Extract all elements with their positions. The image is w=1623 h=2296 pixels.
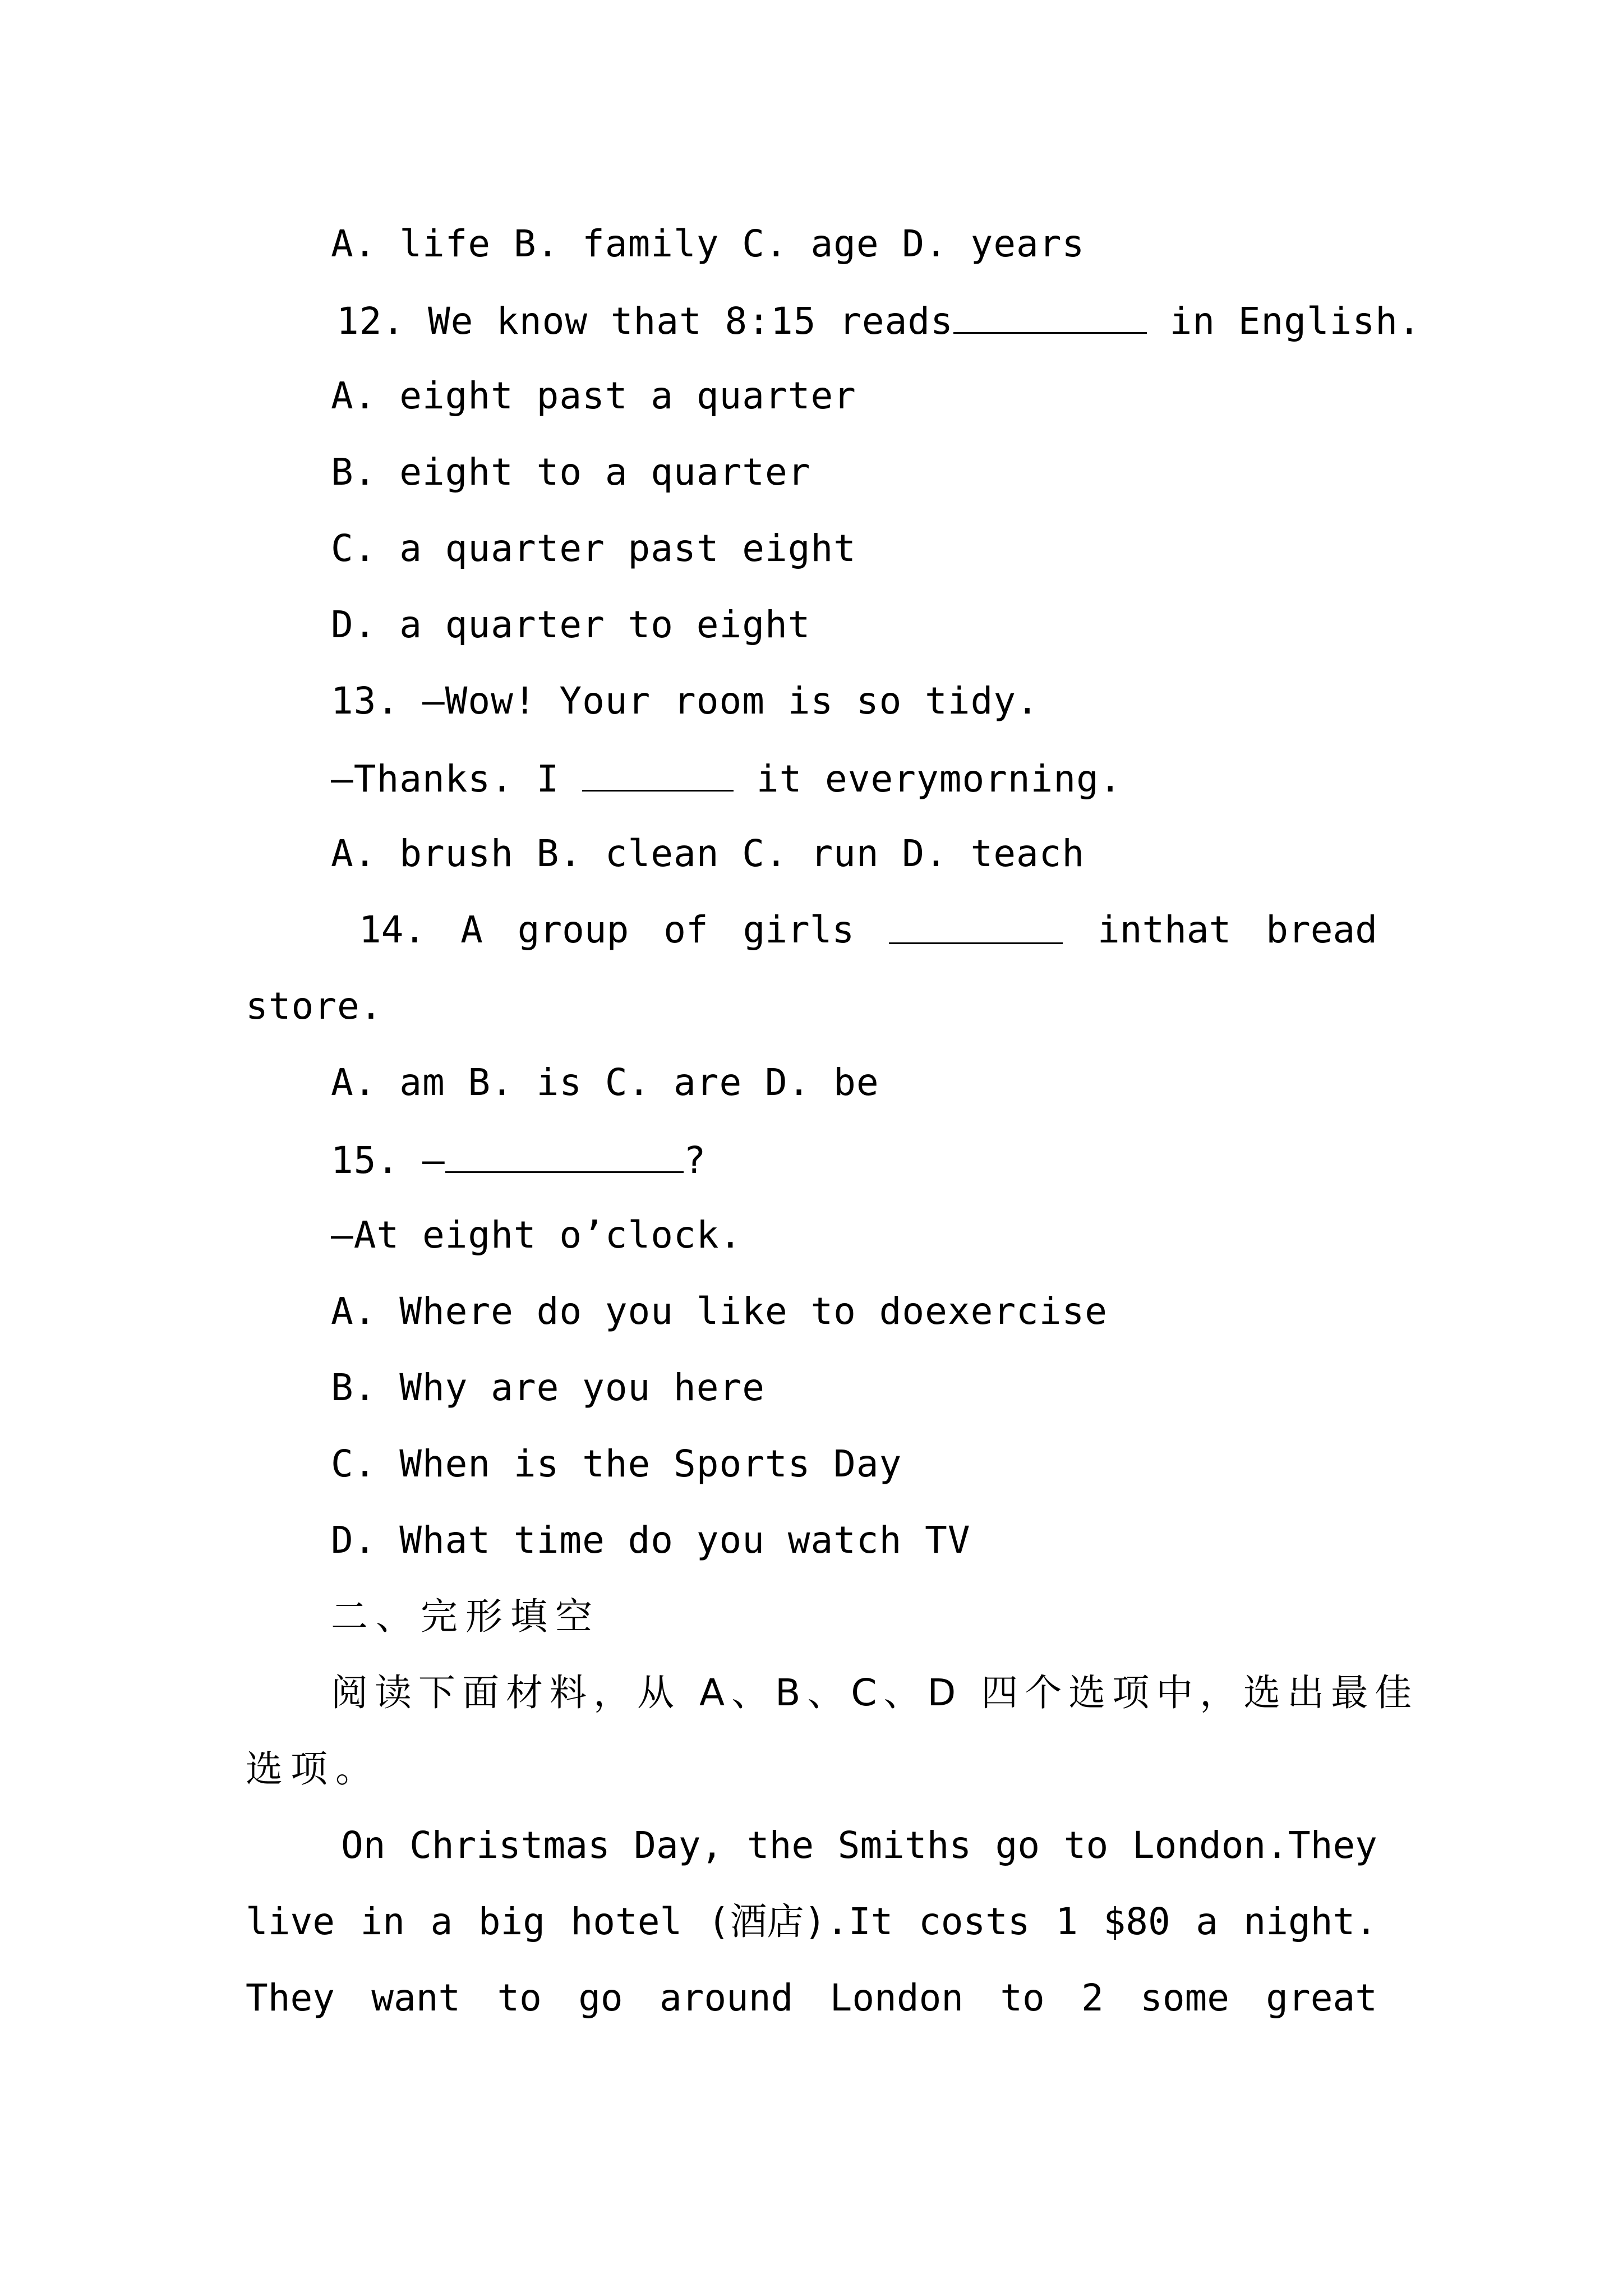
q12-option-c: C. a quarter past eight [331,527,856,570]
q15-option-b: B. Why are you here [331,1366,765,1409]
q14-word: of [663,908,708,951]
passage-word: Smiths [837,1824,972,1867]
passage-word: They [246,1976,335,2019]
q14-word: girls [743,908,855,951]
q14-answer-blank[interactable] [889,908,1063,944]
passage-word: the [746,1824,814,1867]
passage-word: a [1196,1900,1218,1943]
q14-stem [359,908,1377,953]
q15-option-c: C. When is the Sports Day [331,1442,902,1485]
passage-word: Day, [634,1824,723,1867]
passage-word: around [659,1976,794,2019]
q15-stem-after: ? [683,1139,707,1182]
q13-line1: 13. —Wow! Your room is so tidy. [331,679,1039,723]
q15-answer-blank[interactable] [445,1137,684,1173]
passage-word: some [1140,1976,1230,2019]
passage-word: to [1063,1824,1109,1867]
passage-word: to [497,1976,542,2019]
q15-answer: —At eight o’clock. [331,1213,743,1257]
passage-line3 [246,1976,1377,2021]
q14-word: 14. [359,908,426,951]
q12-option-a: A. eight past a quarter [331,374,856,417]
passage-word: night. [1243,1900,1377,1943]
q12-option-d: D. a quarter to eight [331,603,811,646]
passage-word: costs [918,1900,1030,1943]
q11-options: A. life B. family C. age D. years [331,222,1085,265]
q12-option-b: B. eight to a quarter [331,450,811,494]
passage-word: London.They [1132,1824,1377,1867]
passage-word: On [341,1824,386,1867]
passage-word: in [360,1900,405,1943]
passage-line1 [341,1823,1377,1868]
q14-options: A. am B. is C. are D. be [331,1061,879,1104]
passage-word: want [371,1976,461,2019]
passage-line2 [246,1899,1377,1944]
passage-word: a [430,1900,453,1943]
q15-stem [331,1137,706,1183]
passage-word: London [829,1976,964,2019]
q15-option-a: A. Where do you like to doexercise [331,1290,1108,1333]
q14-continuation: store. [246,984,383,1028]
passage-word: live [246,1900,335,1943]
passage-word: go [995,1824,1040,1867]
q14-word: group [517,908,629,951]
q12-stem [336,297,1421,344]
passage-word: $80 [1103,1900,1170,1943]
q12-stem-before: 12. We know that 8:15 reads [336,300,953,343]
passage-word: go [578,1976,623,2019]
section-instruction-line1: 阅读下面材料，从 A、B、C、D 四个选项中，选出最佳 [331,1671,1419,1714]
q13-line2-before: —Thanks. I [331,757,583,800]
passage-word: great [1266,1976,1377,2019]
passage-word: 1 [1055,1900,1078,1943]
q15-stem-before: 15. — [331,1139,445,1182]
q12-answer-blank[interactable] [953,297,1147,334]
passage-word: (酒店).It [707,1900,893,1943]
q15-option-d: D. What time do you watch TV [331,1519,971,1562]
section-instruction-line2: 选项。 [246,1747,380,1791]
passage-word: Christmas [409,1824,610,1867]
passage-word: 2 [1081,1976,1104,2019]
q14-word: A [460,908,483,951]
q13-line2 [331,755,1122,802]
q14-word: bread [1266,908,1377,951]
q13-line2-after: it everymorning. [734,757,1122,800]
section-heading: 二、完形填空 [331,1595,600,1638]
q13-options: A. brush B. clean C. run D. teach [331,832,1085,875]
passage-word: big [478,1900,545,1943]
q14-word: inthat [1097,908,1232,951]
q13-answer-blank[interactable] [582,755,734,792]
passage-word: to [1000,1976,1045,2019]
passage-word: hotel [570,1900,683,1943]
q12-stem-after: in English. [1146,300,1421,343]
